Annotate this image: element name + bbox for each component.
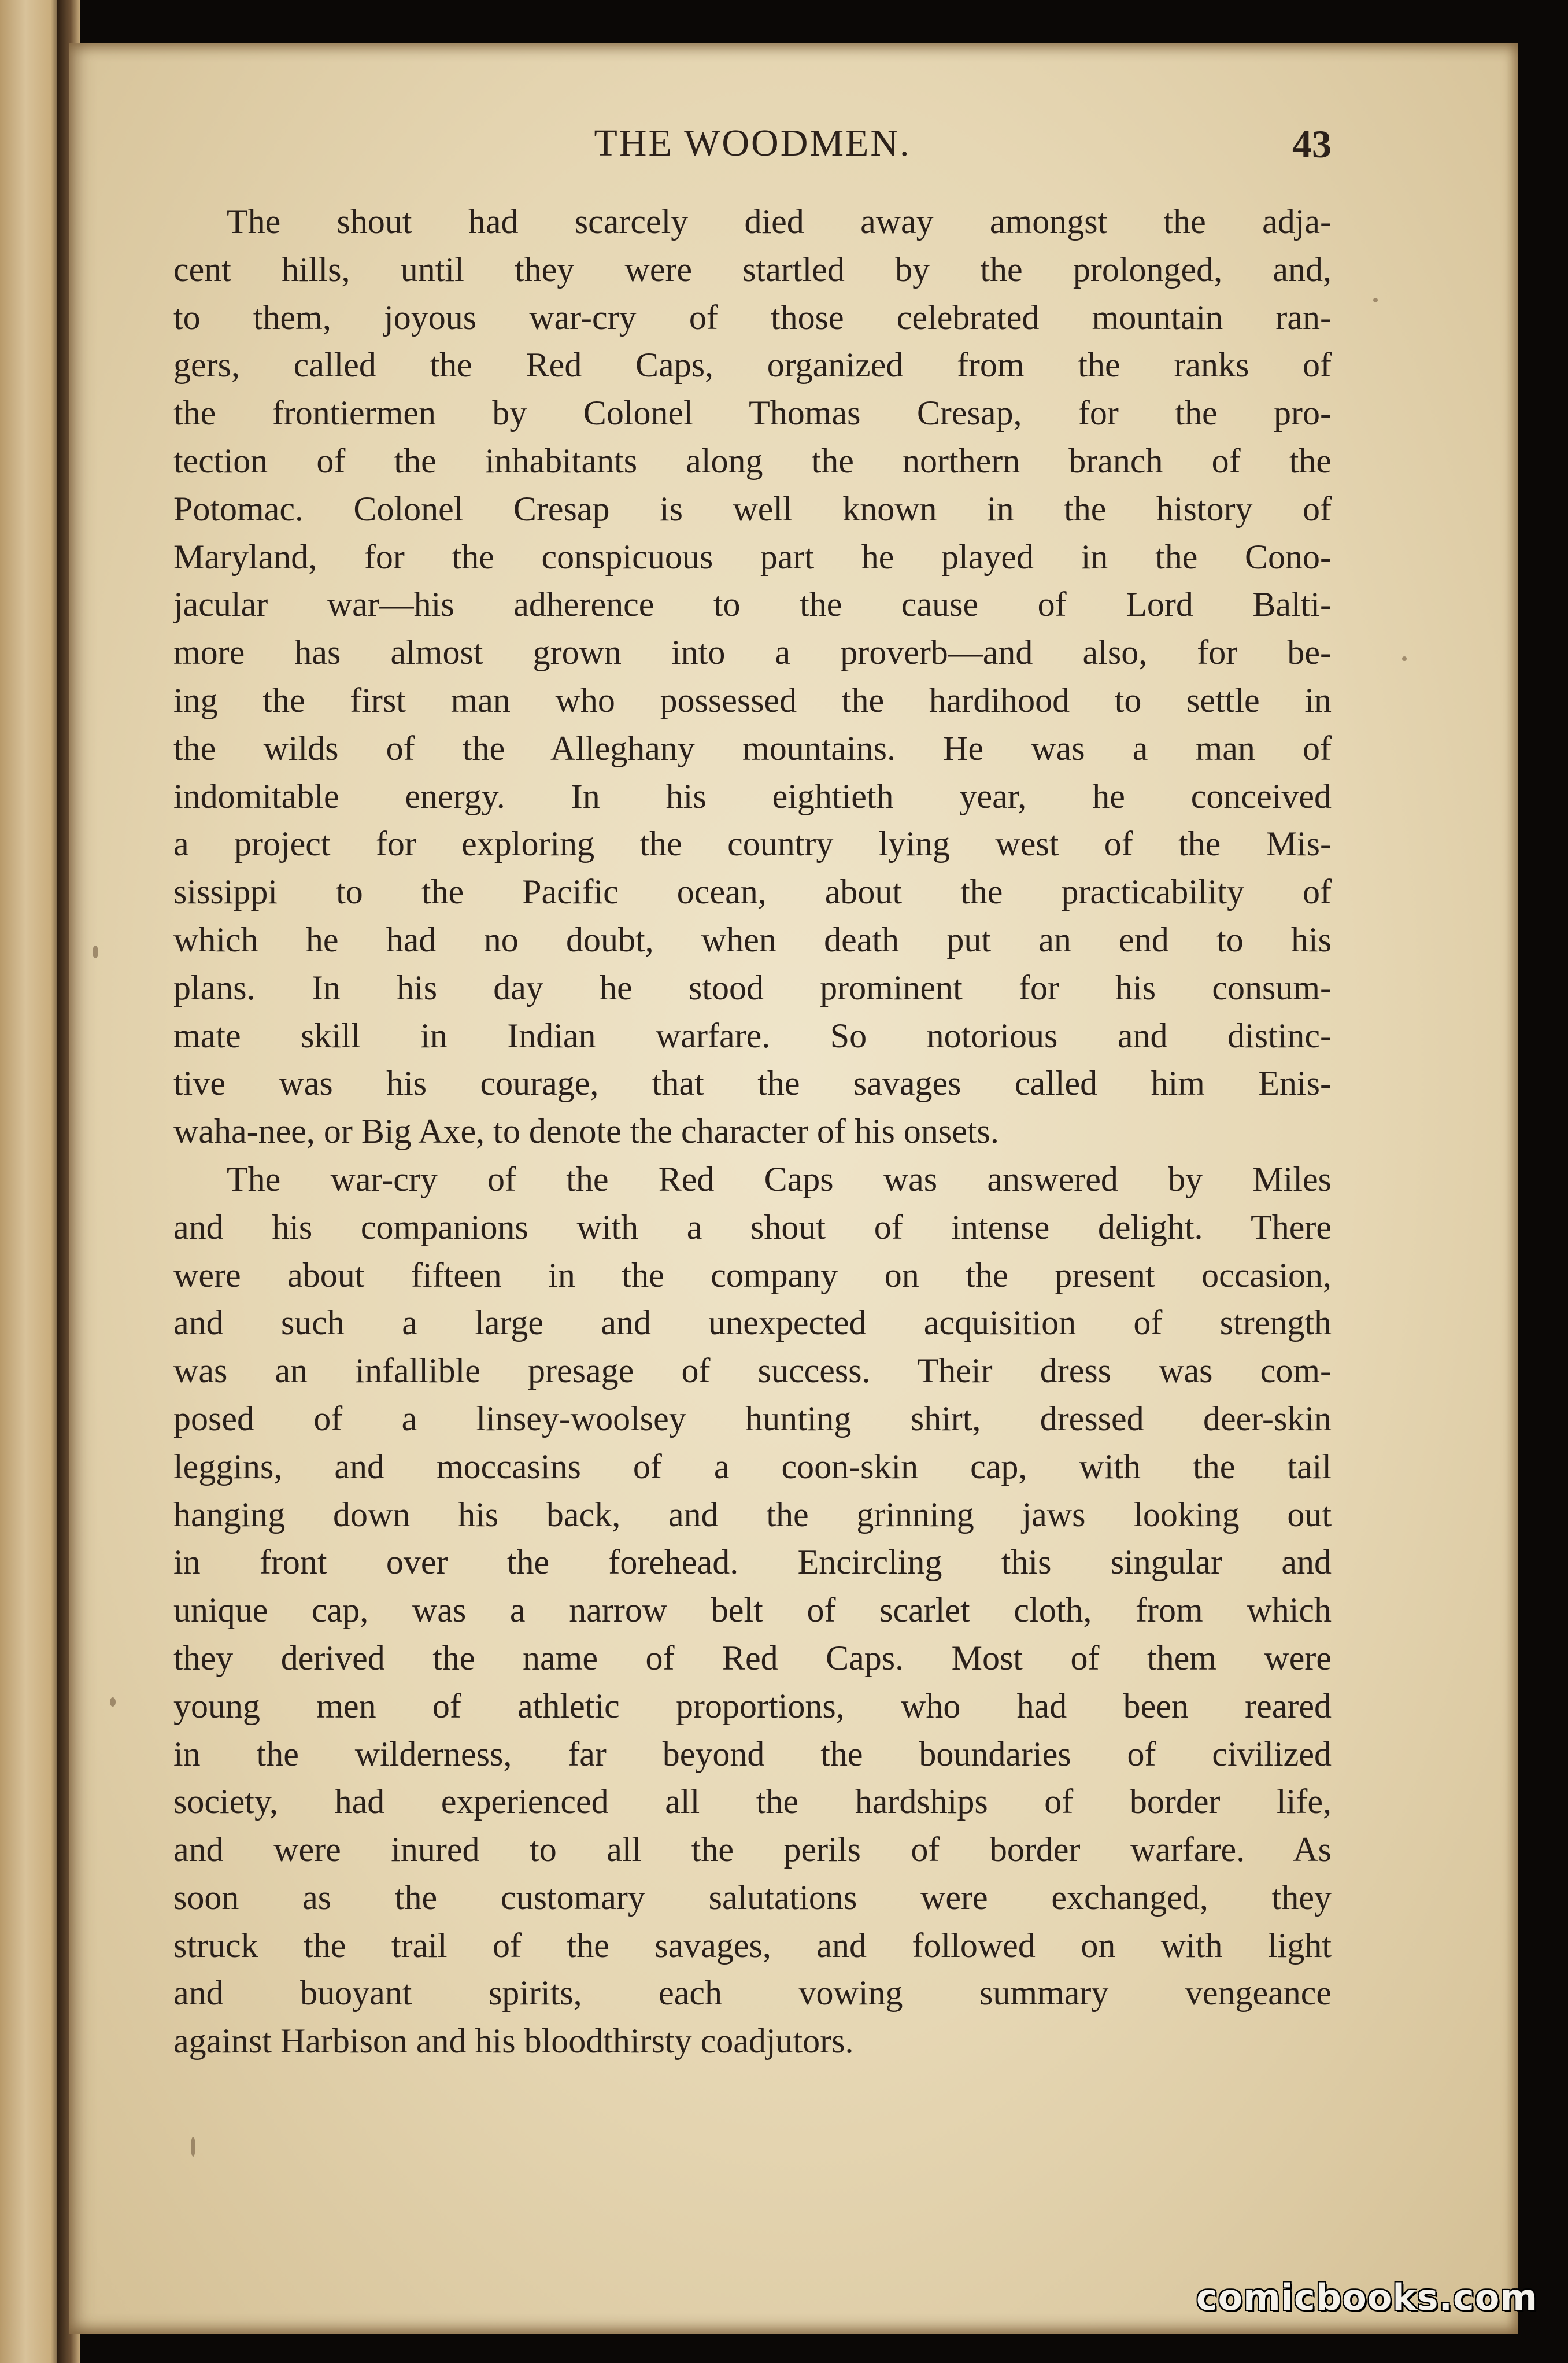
paper-speck (1373, 298, 1378, 302)
paper-speck (1402, 656, 1407, 661)
text-line: Maryland, for the conspicuous part he played in the Cono- (173, 537, 1332, 576)
text-line: plans. In his day he stood prominent for his consum- (173, 968, 1332, 1007)
text-line: society, had experienced all the hardships of border life, (173, 1782, 1332, 1821)
text-line: sissippi to the Pacific ocean, about the practicability of (173, 873, 1332, 911)
text-line: against Harbison and his bloodthirsty coadjutors. (173, 2022, 854, 2061)
text-line: unique cap, was a narrow belt of scarlet cloth, from which (173, 1591, 1332, 1630)
paper-speck (93, 946, 98, 958)
watermark: comicbooks.com (1196, 2276, 1538, 2318)
body-text (173, 198, 1332, 2065)
text-line: they derived the name of Red Caps. Most of them were (173, 1638, 1332, 1677)
text-line: in the wilderness, far beyond the boundaries of civilized (173, 1734, 1332, 1773)
text-line: and buoyant spirits, each vowing summary vengeance (173, 1974, 1332, 2013)
text-line: and were inured to all the perils of border warfare. As (173, 1830, 1332, 1869)
running-title: THE WOODMEN. (594, 122, 911, 164)
text-line: mate skill in Indian warfare. So notorious and distinc- (173, 1016, 1332, 1055)
text-line: were about fifteen in the company on the present occasion, (173, 1256, 1332, 1294)
text-line: in front over the forehead. Encircling this singular and (173, 1543, 1332, 1582)
text-line: soon as the customary salutations were exchanged, they (173, 1878, 1332, 1917)
text-line: indomitable energy. In his eightieth year, he conceived (173, 777, 1332, 815)
text-line: cent hills, until they were startled by the prolonged, and, (173, 250, 1332, 289)
text-line: The war-cry of the Red Caps was answered by Miles (227, 1160, 1332, 1198)
text-line: and such a large and unexpected acquisition of strength (173, 1304, 1332, 1342)
text-line: and his companions with a shout of intense delight. There (173, 1208, 1332, 1246)
text-line: struck the trail of the savages, and followed on with light (173, 1926, 1332, 1965)
facing-page-edge (0, 0, 64, 2363)
text-line: jacular war—his adherence to the cause of Lord Balti- (173, 585, 1332, 624)
paper-speck (110, 1697, 116, 1707)
page-number: 43 (1292, 122, 1332, 166)
text-line: a project for exploring the country lying west of the Mis- (173, 825, 1332, 863)
paragraph (173, 198, 1332, 1155)
text-line: more has almost grown into a proverb—and also, for be- (173, 633, 1332, 672)
text-line: was an infallible presage of success. Their dress was com- (173, 1352, 1332, 1390)
text-line: hanging down his back, and the grinning jaws looking out (173, 1495, 1332, 1534)
text-line: tive was his courage, that the savages called him Enis- (173, 1064, 1332, 1103)
text-line: to them, joyous war-cry of those celebrated mountain ran- (173, 298, 1332, 337)
running-head (173, 121, 1332, 173)
text-line: tection of the inhabitants along the northern branch of the (173, 441, 1332, 480)
text-line: which he had no doubt, when death put an end to his (173, 920, 1332, 959)
paragraph (173, 1155, 1332, 2065)
text-line: the wilds of the Alleghany mountains. He was a man of (173, 729, 1332, 767)
text-line: The shout had scarcely died away amongst the adja- (227, 202, 1332, 241)
text-line: gers, called the Red Caps, organized from the ranks of (173, 346, 1332, 385)
text-line: young men of athletic proportions, who had been reared (173, 1686, 1332, 1725)
text-line: ing the first man who possessed the hardihood to settle in (173, 681, 1332, 719)
text-line: waha-nee, or Big Axe, to denote the character of his onsets. (173, 1112, 999, 1151)
text-line: Potomac. Colonel Cresap is well known in the history of (173, 489, 1332, 528)
paper-speck (191, 2137, 195, 2157)
text-line: the frontiermen by Colonel Thomas Cresap, for the pro- (173, 394, 1332, 433)
text-line: posed of a linsey-woolsey hunting shirt, dressed deer-skin (173, 1399, 1332, 1438)
text-line: leggins, and moccasins of a coon-skin cap, with the tail (173, 1447, 1332, 1486)
